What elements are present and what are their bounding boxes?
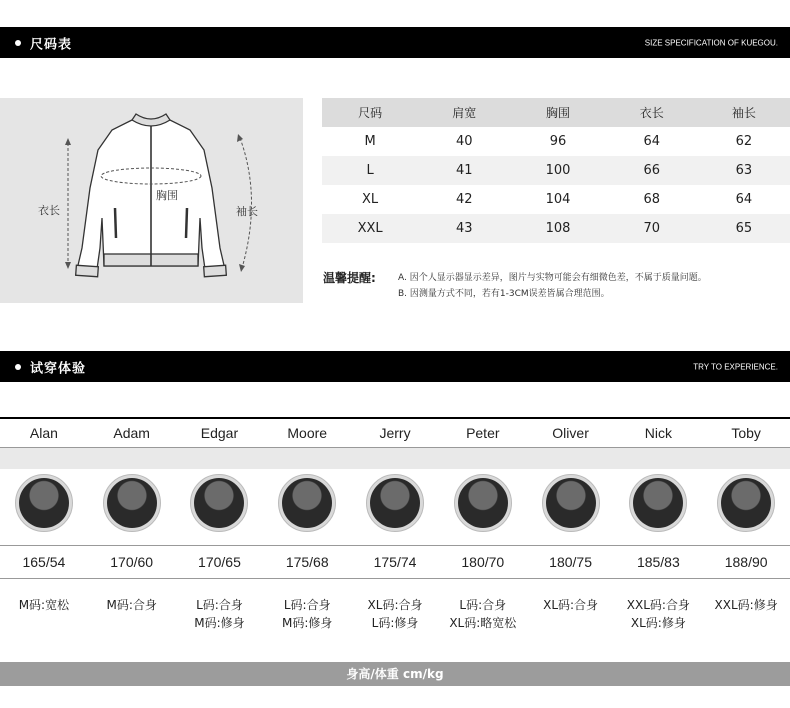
- table-cell: 42: [456, 192, 473, 207]
- height-weight: 188/90: [724, 554, 768, 570]
- fit-primary: M码:合身: [106, 598, 157, 612]
- table-cell: 64: [735, 192, 753, 207]
- notes-line-b: B. 因测量方式不同，若有1-3CM误差皆属合理范围。: [398, 289, 610, 299]
- avatar: [366, 474, 424, 532]
- table-cell: 64: [643, 134, 660, 149]
- fit-info: [527, 596, 615, 638]
- chest-label: 胸围: [156, 189, 178, 202]
- model-name: Nick: [644, 425, 672, 441]
- fit-secondary: M码:修身: [282, 616, 333, 630]
- size-section-subtitle: SIZE SPECIFICATION OF KUEGOU.: [644, 38, 778, 47]
- bullet-icon: [15, 364, 21, 370]
- height-weight: 170/65: [198, 554, 241, 570]
- try-section-subtitle: TRY TO EXPERIENCE.: [693, 362, 778, 371]
- table-row: [322, 214, 790, 243]
- table-cell: 40: [456, 134, 473, 149]
- fit-info: [176, 596, 264, 638]
- fit-primary: XL码:合身: [367, 598, 423, 612]
- try-section-header: [0, 351, 790, 382]
- footer-unit-label: 身高/体重 cm/kg: [0, 662, 790, 686]
- model-name: Oliver: [552, 425, 589, 441]
- table-cell: L: [366, 163, 374, 178]
- fit-info: [263, 596, 351, 638]
- height-weight: 175/68: [285, 554, 329, 570]
- table-row: [322, 127, 790, 156]
- model-name: Adam: [113, 425, 150, 441]
- table-cell: 104: [545, 192, 571, 207]
- fit-primary: L码:合身: [459, 598, 507, 612]
- height-weight: 165/54: [22, 554, 66, 570]
- model-names-row: [0, 417, 790, 448]
- avatar: [15, 474, 73, 532]
- avatar: [190, 474, 248, 532]
- fit-info: [439, 596, 527, 638]
- model-avatars-row: [0, 472, 790, 538]
- bullet-icon: [15, 40, 21, 46]
- table-cell: 43: [456, 221, 473, 236]
- try-section-title: 试穿体验: [30, 361, 87, 376]
- size-section-title: 尺码表: [30, 37, 73, 52]
- size-section-header: [0, 27, 790, 58]
- height-weight: 180/75: [549, 554, 592, 570]
- avatar: [278, 474, 336, 532]
- table-cell: 41: [456, 163, 473, 178]
- model-name: Edgar: [200, 425, 239, 441]
- fit-secondary: L码:修身: [371, 616, 419, 630]
- table-cell: M: [364, 134, 376, 149]
- table-cell: 70: [643, 221, 660, 236]
- size-table-header-row: [322, 98, 790, 127]
- header-shoulder: 肩宽: [452, 106, 477, 120]
- height-weight: 185/83: [636, 554, 680, 570]
- fit-info: [351, 596, 439, 638]
- height-weight: 175/74: [373, 554, 417, 570]
- table-cell: 63: [735, 163, 753, 178]
- table-cell: 100: [545, 163, 571, 178]
- model-name: Toby: [731, 425, 761, 441]
- fit-primary: XL码:合身: [543, 598, 599, 612]
- jacket-diagram: [0, 98, 303, 303]
- fit-secondary: XL码:略宽松: [449, 616, 517, 630]
- header-length: 衣长: [639, 106, 664, 120]
- length-label: 衣长: [38, 204, 60, 217]
- avatar: [103, 474, 161, 532]
- table-cell: 65: [735, 221, 753, 236]
- fit-primary: M码:宽松: [18, 598, 70, 612]
- avatar: [717, 474, 775, 532]
- model-name: Jerry: [379, 425, 411, 441]
- avatar: [454, 474, 512, 532]
- table-row: [322, 156, 790, 185]
- fit-info: [88, 596, 176, 638]
- size-table: [322, 98, 790, 243]
- fit-info: [0, 596, 88, 638]
- table-cell: XL: [362, 192, 379, 207]
- fit-primary: XXL码:修身: [714, 598, 778, 612]
- model-name: Moore: [287, 425, 328, 441]
- fit-row: [0, 596, 790, 638]
- header-chest: 胸围: [545, 106, 570, 120]
- header-sleeve: 袖长: [731, 106, 756, 120]
- fit-secondary: XL码:修身: [630, 616, 686, 630]
- model-name: Peter: [466, 425, 500, 441]
- avatar: [629, 474, 687, 532]
- notes-line-a: A. 因个人显示器显示差异，图片与实物可能会有细微色差，不属于质量问题。: [398, 273, 707, 283]
- fit-info: [702, 596, 790, 638]
- header-size: 尺码: [358, 106, 383, 120]
- table-cell: 62: [735, 134, 753, 149]
- height-weight: 170/60: [110, 554, 154, 570]
- sleeve-label: 袖长: [236, 205, 258, 218]
- avatar: [542, 474, 600, 532]
- notes-label: 温馨提醒:: [323, 271, 376, 285]
- fit-primary: L码:合身: [196, 598, 243, 612]
- table-cell: 96: [549, 134, 567, 149]
- fit-info: [614, 596, 702, 638]
- table-cell: 68: [643, 192, 660, 207]
- fit-primary: L码:合身: [283, 598, 331, 612]
- height-weight: 180/70: [461, 554, 505, 570]
- table-cell: 108: [545, 221, 571, 236]
- fit-primary: XXL码:合身: [626, 598, 690, 612]
- height-weight-row: [0, 545, 790, 579]
- table-cell: 66: [643, 163, 660, 178]
- table-row: [322, 185, 790, 214]
- model-name: Alan: [29, 425, 58, 441]
- jacket-icon: [0, 98, 303, 303]
- fit-secondary: M码:修身: [194, 616, 245, 630]
- table-cell: XXL: [357, 221, 383, 236]
- divider-strip: [0, 448, 790, 469]
